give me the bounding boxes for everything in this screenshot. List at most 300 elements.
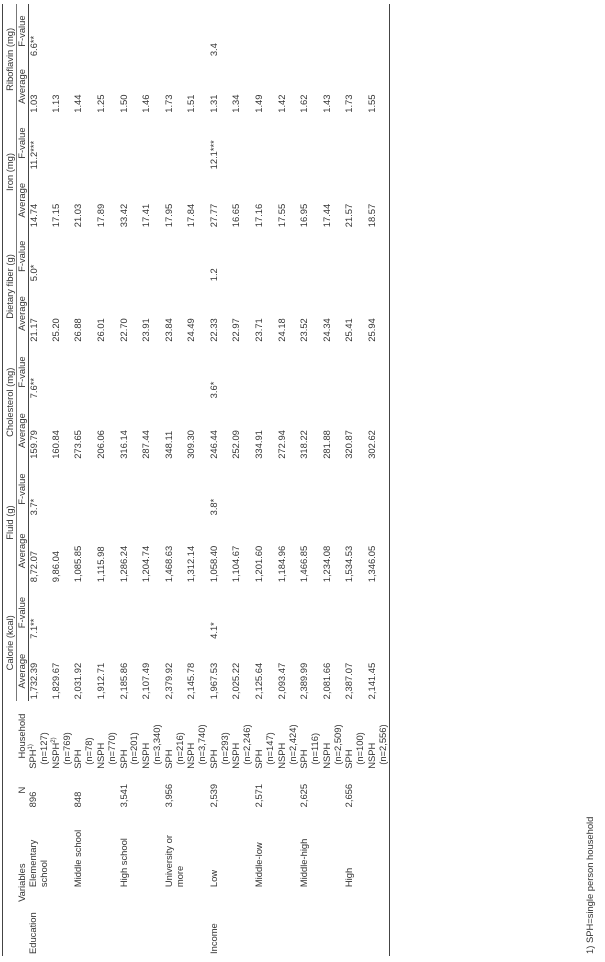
household-type: SPH: [343, 749, 355, 769]
cell-fvalue: [51, 584, 74, 641]
cell-average: 302.62: [367, 400, 390, 460]
table-row: [322, 4, 345, 956]
row-level: [141, 809, 164, 889]
row-level: [186, 809, 209, 889]
cell-fvalue: [367, 229, 390, 283]
table-row: [141, 4, 164, 956]
cell-fvalue: 11.2***: [27, 140, 39, 170]
header-average: Average: [16, 400, 28, 460]
row-household: [367, 701, 390, 770]
table-row: [96, 4, 119, 956]
header-fvalue: F-value: [16, 461, 28, 518]
cell-fvalue: [277, 461, 300, 518]
row-n: [51, 771, 74, 810]
cell-fvalue: [164, 344, 187, 401]
cell-fvalue: [254, 229, 277, 283]
cell-fvalue: 5.0*: [27, 264, 39, 282]
row-n: 2,625: [298, 783, 310, 808]
cell-average: 1,967.53: [207, 662, 219, 700]
cell-average: 318.22: [298, 430, 310, 459]
cell-fvalue: [96, 461, 119, 518]
cell-fvalue: [231, 4, 254, 58]
cell-fvalue: 3.8*: [207, 498, 219, 516]
cell-fvalue: [299, 584, 322, 641]
header-variables: Variables: [3, 809, 29, 956]
household-type: SPH: [117, 749, 129, 769]
cell-fvalue: [231, 229, 254, 283]
cell-fvalue: [322, 584, 345, 641]
cell-average: 1,286.24: [117, 545, 129, 583]
cell-average: 1,058.40: [207, 545, 219, 583]
household-n: (n=2,509): [331, 724, 343, 765]
cell-average: 1,466.85: [298, 545, 310, 583]
row-level: High: [343, 867, 355, 888]
cell-fvalue: [51, 344, 74, 401]
row-category: [96, 889, 119, 956]
cell-fvalue: [73, 461, 96, 518]
cell-fvalue: 1.2: [207, 268, 219, 282]
cell-fvalue: 7.6**: [27, 377, 39, 399]
cell-average: 1,184.96: [275, 545, 287, 583]
household-n: (n=3,340): [151, 724, 163, 765]
cell-fvalue: [322, 4, 345, 58]
row-household: [141, 701, 164, 770]
cell-average: 273.65: [72, 430, 84, 459]
household-type: NSPH: [49, 742, 61, 769]
row-household: [231, 701, 254, 770]
table-header: [3, 4, 29, 956]
cell-fvalue: [186, 229, 209, 283]
cell-fvalue: [277, 344, 300, 401]
cell-average: 1,346.05: [367, 517, 390, 584]
row-n: 848: [72, 791, 84, 808]
cell-average: 2,379.92: [162, 662, 174, 700]
cell-average: 22.70: [117, 318, 129, 342]
cell-fvalue: [299, 461, 322, 518]
household-n: (n=100): [354, 732, 366, 765]
cell-fvalue: [231, 584, 254, 641]
cell-fvalue: [231, 344, 254, 401]
cell-average: 1.25: [94, 94, 106, 113]
row-level: Middle school: [72, 829, 84, 888]
header-group-cholesterol: Cholesterol (mg): [3, 344, 17, 461]
cell-average: 33.42: [117, 203, 129, 228]
household-type: NSPH: [275, 742, 287, 769]
row-level: [277, 809, 300, 889]
table-row: [51, 4, 74, 956]
cell-fvalue: [73, 584, 96, 641]
row-category: [73, 889, 96, 956]
row-category: Income: [207, 923, 219, 954]
row-n: [186, 771, 209, 810]
row-level: Middle-low: [253, 842, 265, 888]
cell-fvalue: [322, 229, 345, 283]
row-level: University or more: [162, 835, 185, 888]
cell-fvalue: 4.1*: [207, 622, 219, 639]
row-category: [367, 889, 390, 956]
cell-average: 17.41: [140, 203, 152, 228]
row-n: 2,656: [343, 783, 355, 808]
cell-fvalue: [141, 229, 164, 283]
row-level: [322, 809, 345, 889]
row-level: [96, 809, 119, 889]
household-n: (n=78): [83, 737, 95, 765]
cell-average: 320.87: [343, 430, 355, 459]
row-n: [277, 771, 300, 810]
header-fvalue: F-value: [16, 344, 28, 401]
household-n: (n=770): [105, 732, 117, 765]
cell-average: 26.01: [94, 318, 106, 342]
row-level: Elementary school: [27, 839, 49, 888]
row-category: [277, 889, 300, 956]
cell-fvalue: [344, 115, 367, 172]
cell-average: 272.94: [275, 430, 287, 459]
cell-average: 159.79: [27, 430, 39, 459]
row-n: 3,541: [117, 783, 129, 808]
row-household: [277, 701, 300, 770]
cell-average: 22.97: [230, 318, 242, 342]
cell-average: 17.44: [320, 203, 332, 228]
cell-fvalue: [73, 229, 96, 283]
cell-average: 23.91: [140, 318, 152, 342]
cell-average: 25.94: [367, 283, 390, 343]
cell-average: 1.55: [367, 58, 390, 115]
cell-fvalue: [51, 115, 74, 172]
household-type: SPH: [72, 749, 84, 769]
cell-fvalue: 7.1**: [27, 618, 39, 639]
cell-average: 281.88: [320, 430, 332, 459]
cell-fvalue: [254, 344, 277, 401]
row-level: [367, 809, 390, 889]
row-category: [322, 889, 345, 956]
cell-fvalue: [164, 461, 187, 518]
row-n: 896: [27, 791, 39, 808]
cell-fvalue: [344, 229, 367, 283]
cell-average: 9,86.04: [49, 550, 61, 583]
cell-average: 1,312.14: [185, 545, 197, 583]
cell-average: 21.17: [27, 318, 39, 342]
cell-average: 2,093.47: [275, 662, 287, 700]
row-household: [28, 701, 51, 770]
cell-average: 1,912.71: [94, 662, 106, 700]
cell-fvalue: [367, 115, 390, 172]
cell-fvalue: [164, 115, 187, 172]
row-household: [254, 701, 277, 770]
cell-fvalue: [367, 584, 390, 641]
cell-average: 1.34: [230, 94, 242, 113]
cell-fvalue: 3.7*: [27, 498, 39, 516]
cell-fvalue: 3.6*: [207, 381, 219, 399]
row-level: [51, 809, 74, 889]
cell-fvalue: [51, 461, 74, 518]
header-household: Household: [3, 701, 29, 770]
row-household: [322, 701, 345, 770]
row-household: [186, 701, 209, 770]
cell-fvalue: [119, 461, 142, 518]
cell-average: 24.34: [320, 318, 332, 342]
cell-average: 2,141.45: [367, 641, 390, 701]
row-household: [299, 701, 322, 770]
cell-average: 23.52: [298, 318, 310, 342]
cell-average: 316.14: [117, 430, 129, 459]
cell-average: 1,534.53: [343, 545, 355, 583]
row-n: [367, 771, 390, 810]
cell-average: 309.30: [185, 430, 197, 459]
cell-fvalue: [96, 115, 119, 172]
cell-average: 17.95: [162, 203, 174, 228]
cell-fvalue: [367, 461, 390, 518]
footnote: 1) SPH=single person household: [584, 816, 595, 954]
header-average: Average: [16, 283, 28, 343]
cell-average: 18.57: [367, 171, 390, 229]
cell-average: 1.43: [320, 94, 332, 113]
cell-fvalue: [119, 344, 142, 401]
household-n: (n=2,556): [376, 724, 388, 765]
row-level: [231, 809, 254, 889]
household-type: SPH: [162, 749, 174, 769]
cell-fvalue: [96, 344, 119, 401]
cell-fvalue: [141, 115, 164, 172]
cell-average: 1,829.67: [49, 662, 61, 700]
cell-average: 22.33: [207, 318, 219, 342]
cell-fvalue: [73, 4, 96, 58]
cell-fvalue: [164, 584, 187, 641]
row-n: 2,571: [253, 783, 265, 808]
table-row: [186, 4, 209, 956]
row-n: [231, 771, 254, 810]
header-fvalue: F-value: [16, 4, 28, 58]
table-row: [344, 4, 367, 956]
cell-fvalue: 6.6**: [27, 35, 39, 57]
cell-average: 1.73: [162, 94, 174, 113]
cell-average: 1.13: [49, 94, 61, 113]
row-level: Low: [207, 869, 219, 888]
header-n: N: [3, 771, 29, 810]
household-n: (n=293): [218, 732, 230, 765]
cell-average: 1,085.85: [72, 545, 84, 583]
household-type: NSPH: [366, 742, 378, 769]
household-type: NSPH: [185, 742, 197, 769]
header-average: Average: [16, 517, 28, 584]
row-category: [299, 889, 322, 956]
cell-fvalue: [277, 115, 300, 172]
cell-fvalue: [141, 4, 164, 58]
cell-fvalue: [141, 584, 164, 641]
household-n: (n=116): [309, 732, 321, 765]
cell-average: 1.49: [253, 94, 265, 113]
cell-fvalue: [73, 344, 96, 401]
cell-fvalue: [254, 584, 277, 641]
household-n: (n=201): [128, 732, 140, 765]
cell-average: 1.44: [72, 94, 84, 113]
cell-fvalue: [96, 229, 119, 283]
cell-average: 2,387.07: [343, 662, 355, 700]
cell-average: 14.74: [27, 203, 39, 228]
row-level: High school: [117, 838, 129, 888]
cell-average: 1.46: [140, 94, 152, 113]
household-footnote-mark: 2): [50, 737, 57, 743]
header-average: Average: [16, 641, 28, 701]
household-type: SPH: [298, 749, 310, 769]
cell-average: 1.42: [275, 94, 287, 113]
cell-fvalue: [186, 4, 209, 58]
row-household: [164, 701, 187, 770]
household-n: (n=769): [60, 732, 72, 765]
cell-average: 8,72.07: [27, 550, 39, 583]
cell-average: 2,081.66: [320, 662, 332, 700]
cell-average: 23.84: [162, 318, 174, 342]
cell-fvalue: [186, 584, 209, 641]
header-group-iron: Iron (mg): [3, 115, 17, 229]
row-category: [344, 889, 367, 956]
cell-fvalue: [299, 115, 322, 172]
cell-fvalue: [186, 344, 209, 401]
cell-fvalue: [254, 461, 277, 518]
cell-fvalue: [299, 4, 322, 58]
row-category: [164, 889, 187, 956]
cell-fvalue: [299, 344, 322, 401]
cell-average: 26.88: [72, 318, 84, 342]
household-type: NSPH: [320, 742, 332, 769]
cell-average: 1.50: [117, 94, 129, 113]
cell-average: 2,125.64: [253, 662, 265, 700]
row-n: 3,956: [162, 783, 174, 808]
table-row: [164, 4, 187, 956]
cell-fvalue: [141, 461, 164, 518]
row-n: [96, 771, 119, 810]
cell-fvalue: [322, 461, 345, 518]
row-household: [73, 701, 96, 770]
cell-average: 1,204.74: [140, 545, 152, 583]
cell-fvalue: [344, 584, 367, 641]
cell-fvalue: [164, 229, 187, 283]
header-fvalue: F-value: [16, 229, 28, 283]
cell-average: 348.11: [162, 430, 174, 459]
cell-average: 1.51: [185, 94, 197, 113]
cell-average: 287.44: [140, 430, 152, 459]
cell-fvalue: [344, 344, 367, 401]
row-category: [51, 889, 74, 956]
table-row: [231, 4, 254, 956]
cell-average: 246.44: [207, 430, 219, 459]
cell-fvalue: [277, 584, 300, 641]
row-category: [186, 889, 209, 956]
cell-fvalue: [96, 4, 119, 58]
cell-fvalue: [277, 229, 300, 283]
cell-average: 24.49: [185, 318, 197, 342]
row-category: Education: [27, 912, 39, 954]
cell-fvalue: [119, 229, 142, 283]
row-household: [96, 701, 119, 770]
cell-average: 21.03: [72, 203, 84, 228]
table-row: [119, 4, 142, 956]
table-body: [28, 4, 390, 956]
cell-fvalue: [186, 461, 209, 518]
cell-average: 334.91: [253, 430, 265, 459]
row-category: [141, 889, 164, 956]
row-n: [322, 771, 345, 810]
row-category: [254, 889, 277, 956]
cell-average: 16.65: [230, 203, 242, 228]
cell-fvalue: 12.1***: [207, 140, 219, 170]
row-household: [209, 701, 232, 770]
cell-fvalue: [119, 584, 142, 641]
cell-average: 17.84: [185, 203, 197, 228]
cell-fvalue: [51, 229, 74, 283]
cell-average: 23.71: [253, 318, 265, 342]
header-fvalue: F-value: [16, 115, 28, 172]
cell-average: 1.31: [207, 94, 219, 113]
cell-fvalue: [344, 4, 367, 58]
table-row: [73, 4, 96, 956]
household-n: (n=147): [264, 732, 275, 765]
cell-average: 2,145.78: [185, 662, 197, 700]
cell-average: 25.20: [49, 318, 61, 342]
household-footnote-mark: 1): [28, 744, 35, 750]
cell-average: 27.77: [207, 203, 219, 228]
household-type: SPH: [253, 749, 265, 769]
cell-fvalue: [73, 115, 96, 172]
cell-average: 1.73: [343, 94, 355, 113]
table-row: [209, 4, 232, 956]
household-n: (n=2,424): [286, 724, 298, 765]
header-group-calorie: Calorie (kcal): [3, 584, 17, 701]
cell-average: 206.06: [94, 430, 106, 459]
row-category: [231, 889, 254, 956]
row-household: [119, 701, 142, 770]
cell-average: 1,104.67: [230, 545, 242, 583]
household-n: (n=127): [38, 732, 50, 765]
nutrient-intake-table: [2, 4, 390, 956]
cell-average: 1,115.98: [94, 546, 106, 583]
row-category: [119, 889, 142, 956]
cell-average: 1,732.39: [27, 662, 39, 700]
cell-average: 160.84: [49, 430, 61, 459]
cell-average: 1.62: [298, 94, 310, 113]
header-average: Average: [16, 58, 28, 115]
cell-fvalue: [254, 115, 277, 172]
cell-average: 17.16: [253, 203, 265, 228]
cell-average: 1,468.63: [162, 545, 174, 583]
cell-fvalue: [367, 4, 390, 58]
household-type: NSPH: [140, 742, 152, 769]
household-type: SPH: [27, 749, 39, 769]
row-n: 2,539: [207, 783, 219, 808]
household-type: SPH: [208, 749, 219, 769]
row-household: [344, 701, 367, 770]
cell-average: 21.57: [343, 203, 355, 228]
cell-fvalue: [119, 115, 142, 172]
cell-fvalue: [254, 4, 277, 58]
household-type: NSPH: [95, 742, 107, 769]
cell-fvalue: [141, 344, 164, 401]
cell-average: 17.55: [275, 203, 287, 228]
cell-fvalue: [299, 229, 322, 283]
household-type: NSPH: [230, 742, 242, 769]
household-n: (n=216): [173, 732, 185, 765]
household-n: (n=2,246): [241, 724, 253, 765]
cell-fvalue: [231, 461, 254, 518]
header-group-riboflavin: Riboflavin (mg): [3, 4, 17, 115]
cell-fvalue: [344, 461, 367, 518]
cell-fvalue: [119, 4, 142, 58]
table-row: [28, 4, 51, 956]
cell-average: 24.18: [275, 318, 287, 342]
table-row: [254, 4, 277, 956]
cell-fvalue: [186, 115, 209, 172]
cell-fvalue: [367, 344, 390, 401]
household-n: (n=3,740): [196, 724, 208, 765]
